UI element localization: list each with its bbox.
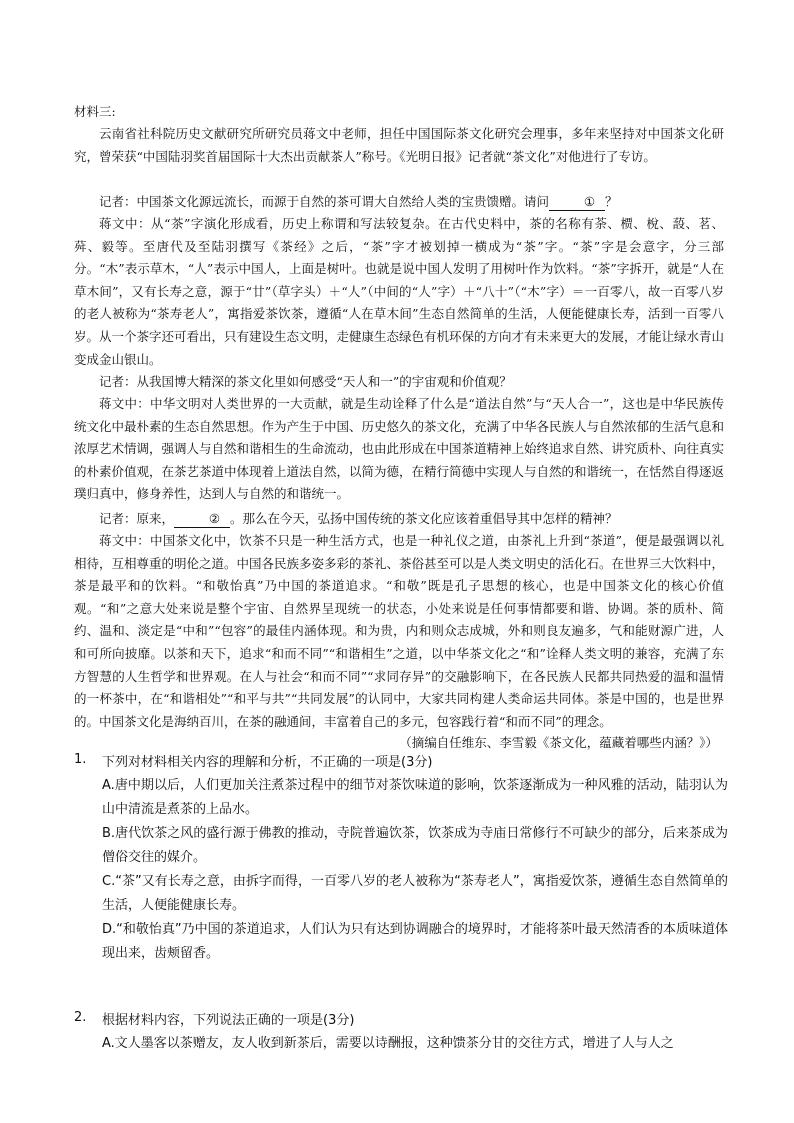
reporter-question-1-text: 记者：中国茶文化源远流长，而源于自然的茶可谓大自然给人类的宝贵馈赠。请问 [99, 194, 550, 209]
intro-paragraph: 云南省社科院历史文献研究所研究员蒋文中老师，担任中国国际茶文化研究会理事，多年来坚持对中国茶文化研究，曾荣获“中国陆羽奖首届国际十大杰出贡献茶人”称号。《光明日报》记者就“茶文化”对他进行了专访。 [74, 126, 724, 164]
reporter-question-2: 记者：从我国博大精深的茶文化里如何感受“天人和一”的宇宙观和价值观？ [99, 374, 512, 389]
question-1-option-d: D.“和敬怡真”乃中国的茶道追求，人们认为只有达到协调融合的境界时，才能将茶叶最天然清香的本质味道体现出来，齿颊留香。 [102, 922, 728, 961]
source-citation: （摘编自任维东、李雪毅《茶文化，蕴藏着哪些内涵？》） [399, 735, 718, 750]
question-1-option-b: B.唐代饮茶之风的盛行源于佛教的推动，寺院普遍饮茶，饮茶成为寺庙日常修行不可缺少的部分，后来茶成为僧俗交往的媒介。 [102, 826, 728, 865]
question-1-option-a: A.唐中期以后，人们更加关注煮茶过程中的细节对茶饮味道的影响，饮茶逐渐成为一种风雅的活动，陆羽认为山中清流是煮茶的上品水。 [102, 778, 728, 817]
reporter-question-3 [74, 508, 724, 531]
answer-paragraph-1: 蒋文中：从“茶”字演化形成看，历史上称谓和写法较复杂。在古代史料中，茶的名称有荼、槚、梲、蔎、茗、荈、毅等。至唐代及至陆羽撰写《茶经》之后，“茶”字才被划掉一横成为“茶”字。“茶”字是会意字，分三部分。“木”表示草木，“人”表示中国人，上面是树叶。也就是说中国人发明了用树叶作为饮料。“茶”字拆开，就是“人在草木间”，又有长寿之意，源于“廿”（草字头）＋“人”（中间的“人”字）＋“八十”（“木”字）＝一百零八，故一百零八岁的老人被称为“茶寿老人”，寓指爱茶饮茶，遵循“人在草木间”生态自然简单的生活，人便能健康长寿，活到一百零八岁。从一个茶字还可看出，只有建设生态文明，走健康生态绿色有机环保的方向才有未来更大的发展，才能让绿水青山变成金山银山。 [74, 216, 725, 367]
question-1-stem: 下列对材料相关内容的理解和分析，不正确的一项是(3分) [102, 755, 433, 770]
blank-1: ① [549, 194, 605, 211]
question-1-number: 1. [74, 752, 87, 767]
answer-paragraph-3: 蒋文中：中国茶文化中，饮茶不只是一种生活方式，也是一种礼仪之道，由茶礼上升到“茶道”，便是最强调以礼相待，互相尊重的明伦之道。中国各民族多姿多彩的茶礼、茶俗甚至可以是人类文明史的活化石。在世界三大饮料中，茶是最平和的饮料。“和敬怡真”乃中国的茶道追求。“和敬”既是孔子思想的核心，也是中国茶文化的核心价值观。“和”之意大处来说是整个宇宙、自然界呈现统一的状态，小处来说是任何事情都要和谐、协调。茶的质朴、简约、温和、淡定是“中和”“包容”的最佳内涵体现。和为贵，内和则众志成城，外和则良友遍多，气和能财源广进，人和可所向披靡。以茶和天下，追求“和而不同”“和谐相生”之道，以中华茶文化之“和”诠释人类文明的兼容，充满了东方智慧的人生哲学和世界观。在人与社会“和而不同”“求同存异”的交融影响下，在各民族人民都共同热爱的温和温情的一杯茶中，在“和谐相处”“和平与共”“共同发展”的认同中，大家共同构建人类命运共同体。茶是中国的，也是世界的。中国茶文化是海纳百川，在茶的融通间，丰富着自己的多元，包容践行着“和而不同”的理念。 [74, 533, 725, 729]
answer-paragraph-2: 蒋文中：中华文明对人类世界的一大贡献，就是生动诠释了什么是“道法自然”与“天人合一”，这也是中华民族传统文化中最朴素的生态自然思想。作为产生于中国、历史悠久的茶文化，充满了中华各民族人与自然浓郁的生活气息和浓厚艺术情调，强调人与自然和谐相生的生命流动，也由此形成在中国茶道精神上始终追求自然、讲究质朴、向往真实的朴素价值观，在茶艺茶道中体现着上道法自然，以简为德，在精行简德中实现人与自然的和谐统一，在恬然自得逐返璞归真中，修身养性，达到人与自然的和谐统一。 [74, 396, 725, 502]
question-2-number: 2. [74, 1010, 87, 1025]
blank-2: ② [174, 511, 230, 528]
question-2 [74, 1010, 728, 1056]
question-1 [74, 752, 728, 966]
question-2-option-a: A.文人墨客以茶赠友，友人收到新茶后，需要以诗酬报，这种馈茶分甘的交往方式，增进了人与人之 [102, 1036, 674, 1051]
reporter-question-1 [74, 191, 724, 214]
reporter-question-1-tail: ？ [605, 194, 618, 209]
question-1-option-c: C.“茶”又有长寿之意，由拆字而得，一百零八岁的老人被称为“茶寿老人”，寓指爱饮茶，遵循生态自然简单的生活，人便能健康长寿。 [102, 874, 728, 913]
question-2-stem: 根据材料内容，下列说法正确的一项是(3分) [102, 1013, 355, 1028]
reporter-question-3-tail: 。那么在今天，弘扬中国传统的茶文化应该着重倡导其中怎样的精神？ [230, 511, 618, 526]
reporter-question-3-text: 记者：原来， [99, 511, 175, 526]
material-title: 材料三: [74, 104, 116, 119]
